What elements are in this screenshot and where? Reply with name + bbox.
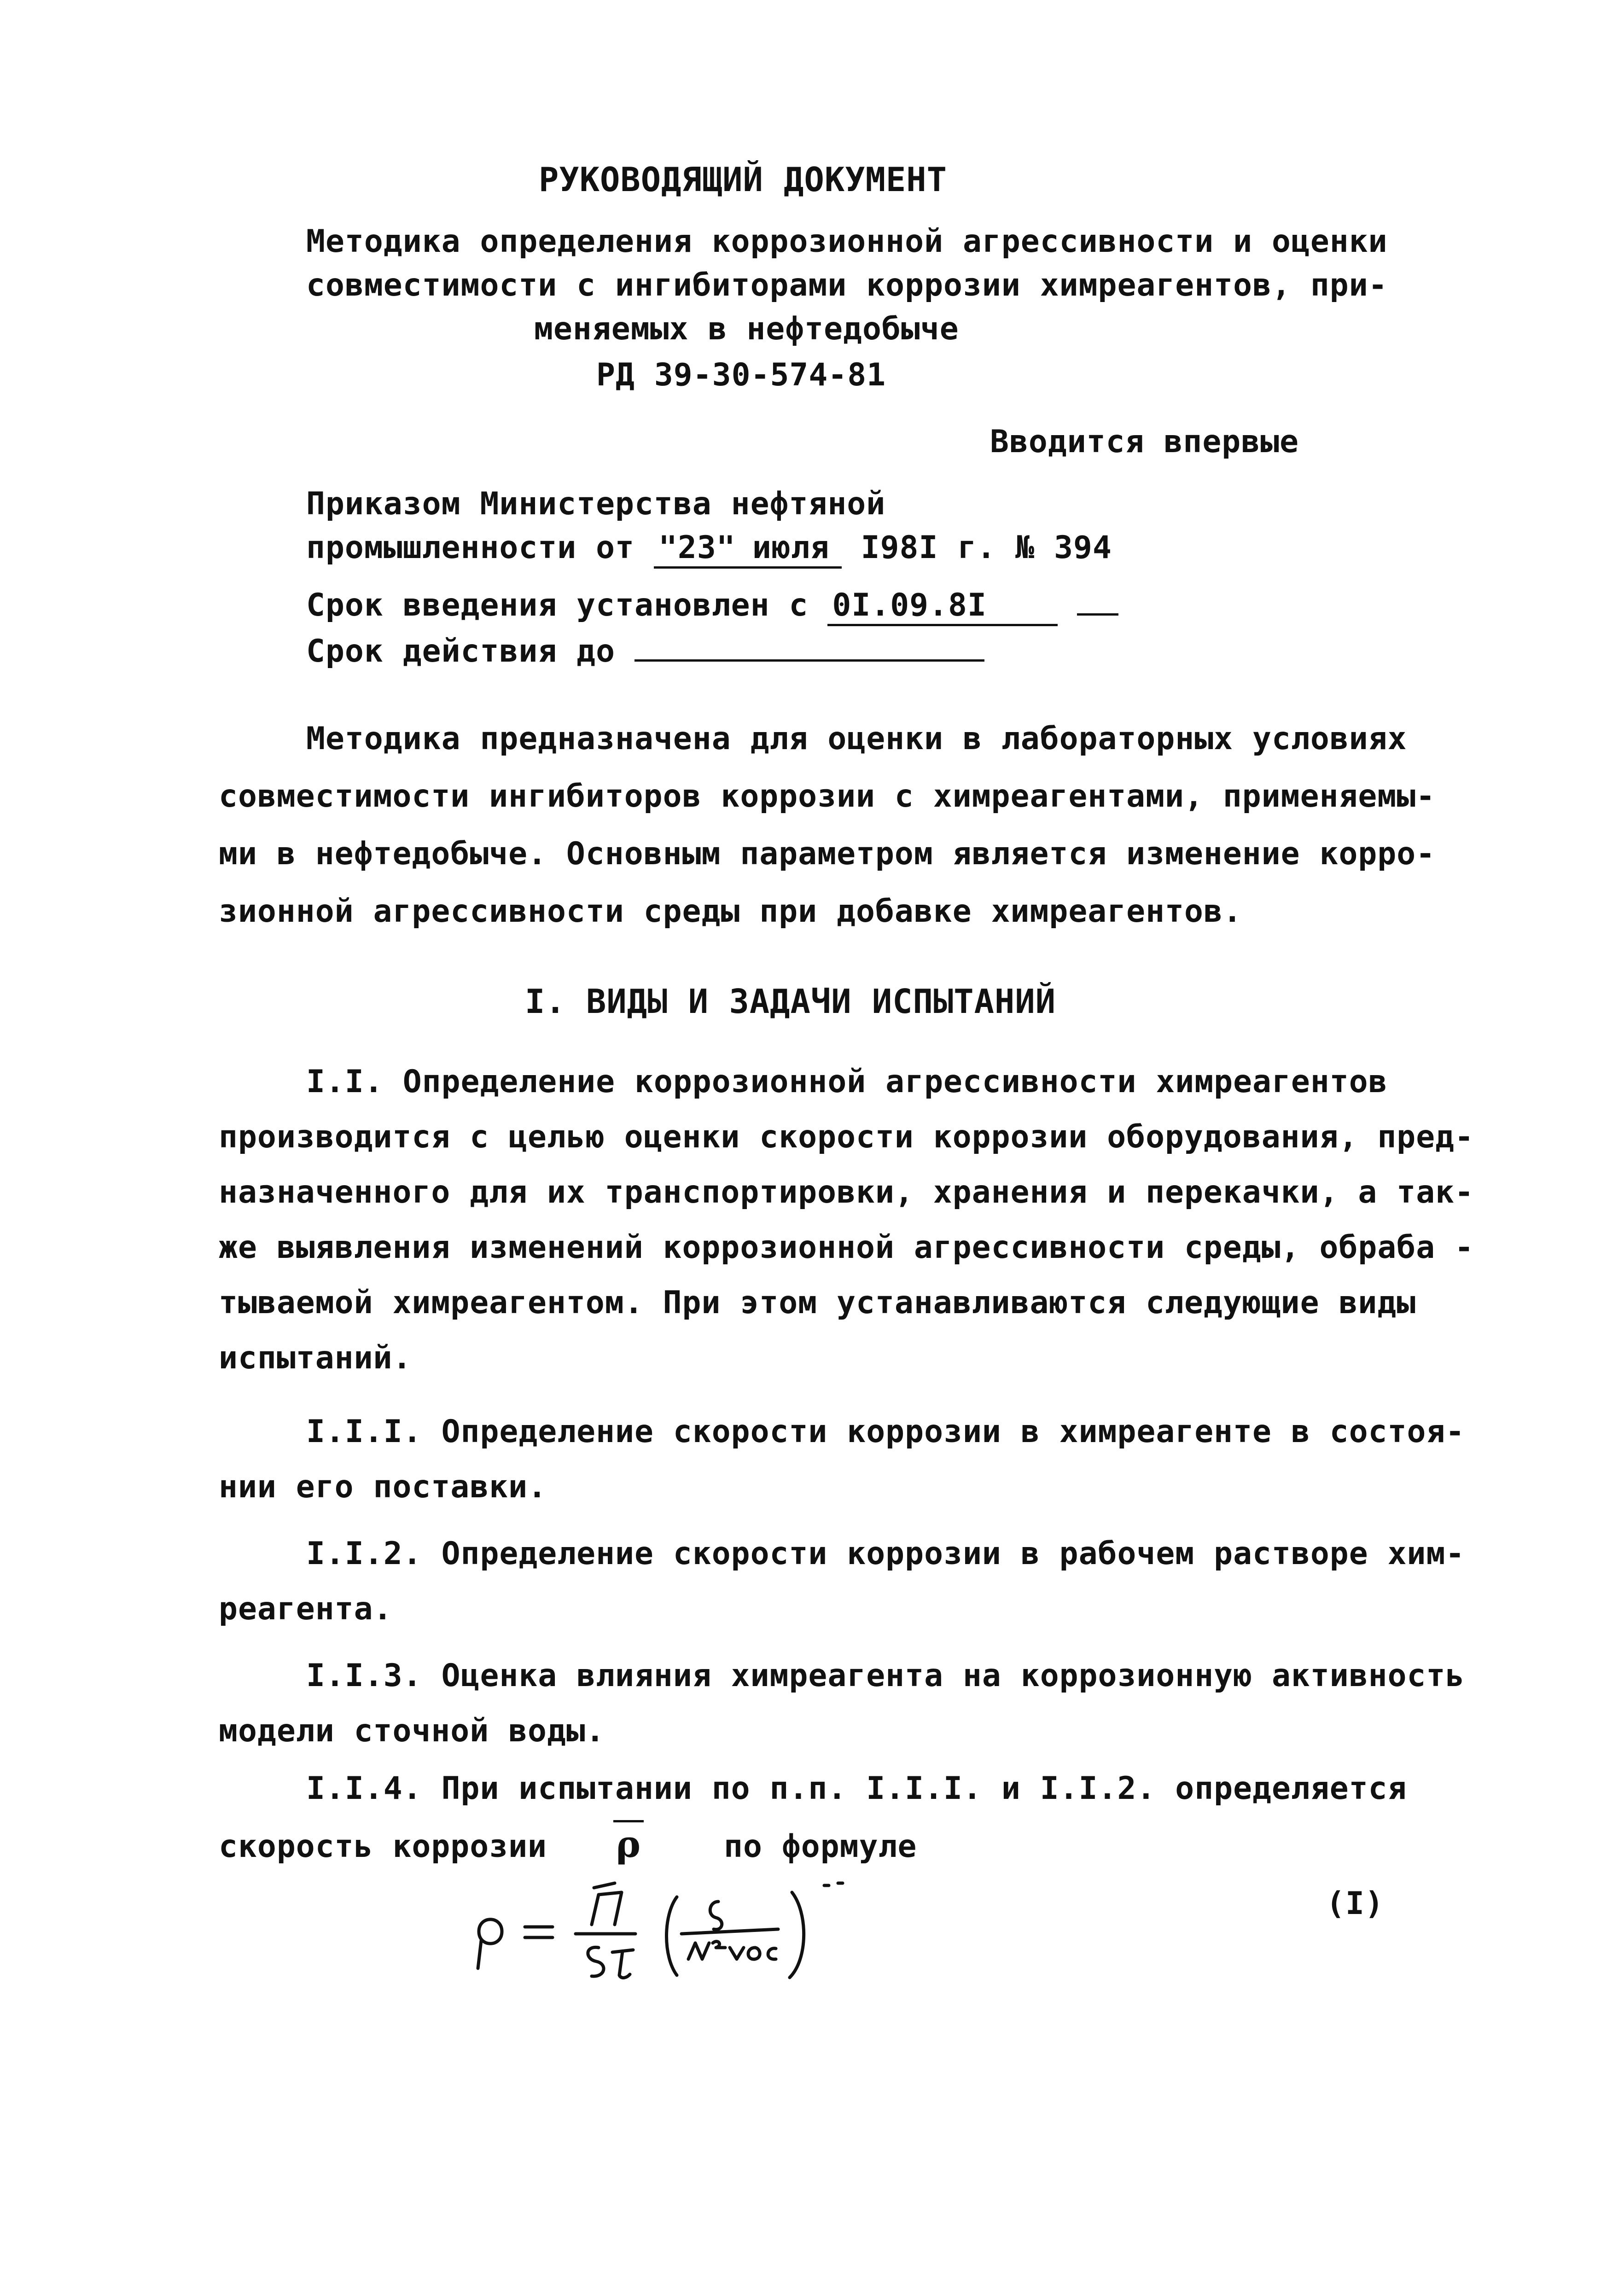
intro-date-label: Срок введения установлен с [306, 587, 809, 623]
section-title: I. ВИДЫ И ЗАДАЧИ ИСПЫТАНИЙ [525, 982, 1056, 1021]
document-type: РУКОВОДЯЩИЙ ДОКУМЕНТ [539, 160, 947, 199]
p113-line-1: I.I.3. Оценка влияния химреагента на коррозионную активность [306, 1658, 1465, 1694]
document-code: РД 39-30-574-81 [596, 357, 886, 393]
rho-symbol: ρ [613, 1820, 644, 1866]
status-note: Вводится впервые [990, 424, 1299, 460]
corrosion-rate-formula [460, 1869, 1013, 2017]
order-year: I98I г. [861, 529, 996, 566]
intro-date-value: 0I.09.8I [827, 587, 1058, 626]
p11-line-2: производится с целью оценки скорости коррозии оборудования, пред- [219, 1119, 1474, 1155]
p11-line-4: же выявления изменений коррозионной агрессивности среды, обраба - [219, 1229, 1474, 1266]
p112-line-2: реагента. [219, 1591, 393, 1627]
intro-date-line [306, 587, 1118, 626]
intro-line-2: совместимости ингибиторов коррозии с химреагентами, применяемы- [219, 778, 1436, 814]
formula-number: (I) [1326, 1885, 1384, 1922]
p114-text-b: по формуле [724, 1828, 917, 1865]
validity-line [306, 633, 984, 670]
p11-line-5: тываемой химреагентом. При этом устанавливаются следующие виды [219, 1285, 1416, 1321]
intro-line-1: Методика предназначена для оценки в лабораторных условиях [306, 721, 1407, 757]
p113-line-2: модели сточной воды. [219, 1713, 605, 1749]
order-prefix: промышленности от [306, 529, 634, 566]
title-line-3: меняемых в нефтедобыче [534, 311, 959, 347]
p111-line-1: I.I.I. Определение скорости коррозии в химреагенте в состоя- [306, 1414, 1465, 1450]
title-line-2: совместимости с ингибиторами коррозии химреагентов, при- [306, 267, 1388, 303]
validity-blank [634, 659, 984, 662]
intro-line-3: ми в нефтедобыче. Основным параметром является изменение корро- [219, 836, 1436, 872]
p114-text-a: скорость коррозии [219, 1828, 547, 1865]
p112-line-1: I.I.2. Определение скорости коррозии в рабочем растворе хим- [306, 1536, 1465, 1572]
p11-line-6: испытаний. [219, 1340, 412, 1376]
p11-line-3: назначенного для их транспортировки, хранения и перекачки, а так- [219, 1174, 1474, 1210]
p111-line-2: нии его поставки. [219, 1469, 547, 1505]
p114-line-1: I.I.4. При испытании по п.п. I.I.I. и I.I.2. определяется [306, 1770, 1407, 1807]
intro-date-tail [1077, 613, 1118, 616]
order-line-1: Приказом Министерства нефтяной [306, 486, 886, 522]
title-line-1: Методика определения коррозионной агрессивности и оценки [306, 223, 1388, 260]
validity-label: Срок действия до [306, 633, 616, 669]
order-month: июля [740, 529, 842, 569]
order-day: "23" [654, 529, 740, 569]
p11-line-1: I.I. Определение коррозионной агрессивности химреагентов [306, 1064, 1388, 1100]
order-number: № 394 [1015, 529, 1112, 566]
intro-line-4: зионной агрессивности среды при добавке химреагентов. [219, 893, 1242, 930]
p114-line-2 [219, 1822, 917, 1866]
order-line-2 [306, 529, 1112, 569]
